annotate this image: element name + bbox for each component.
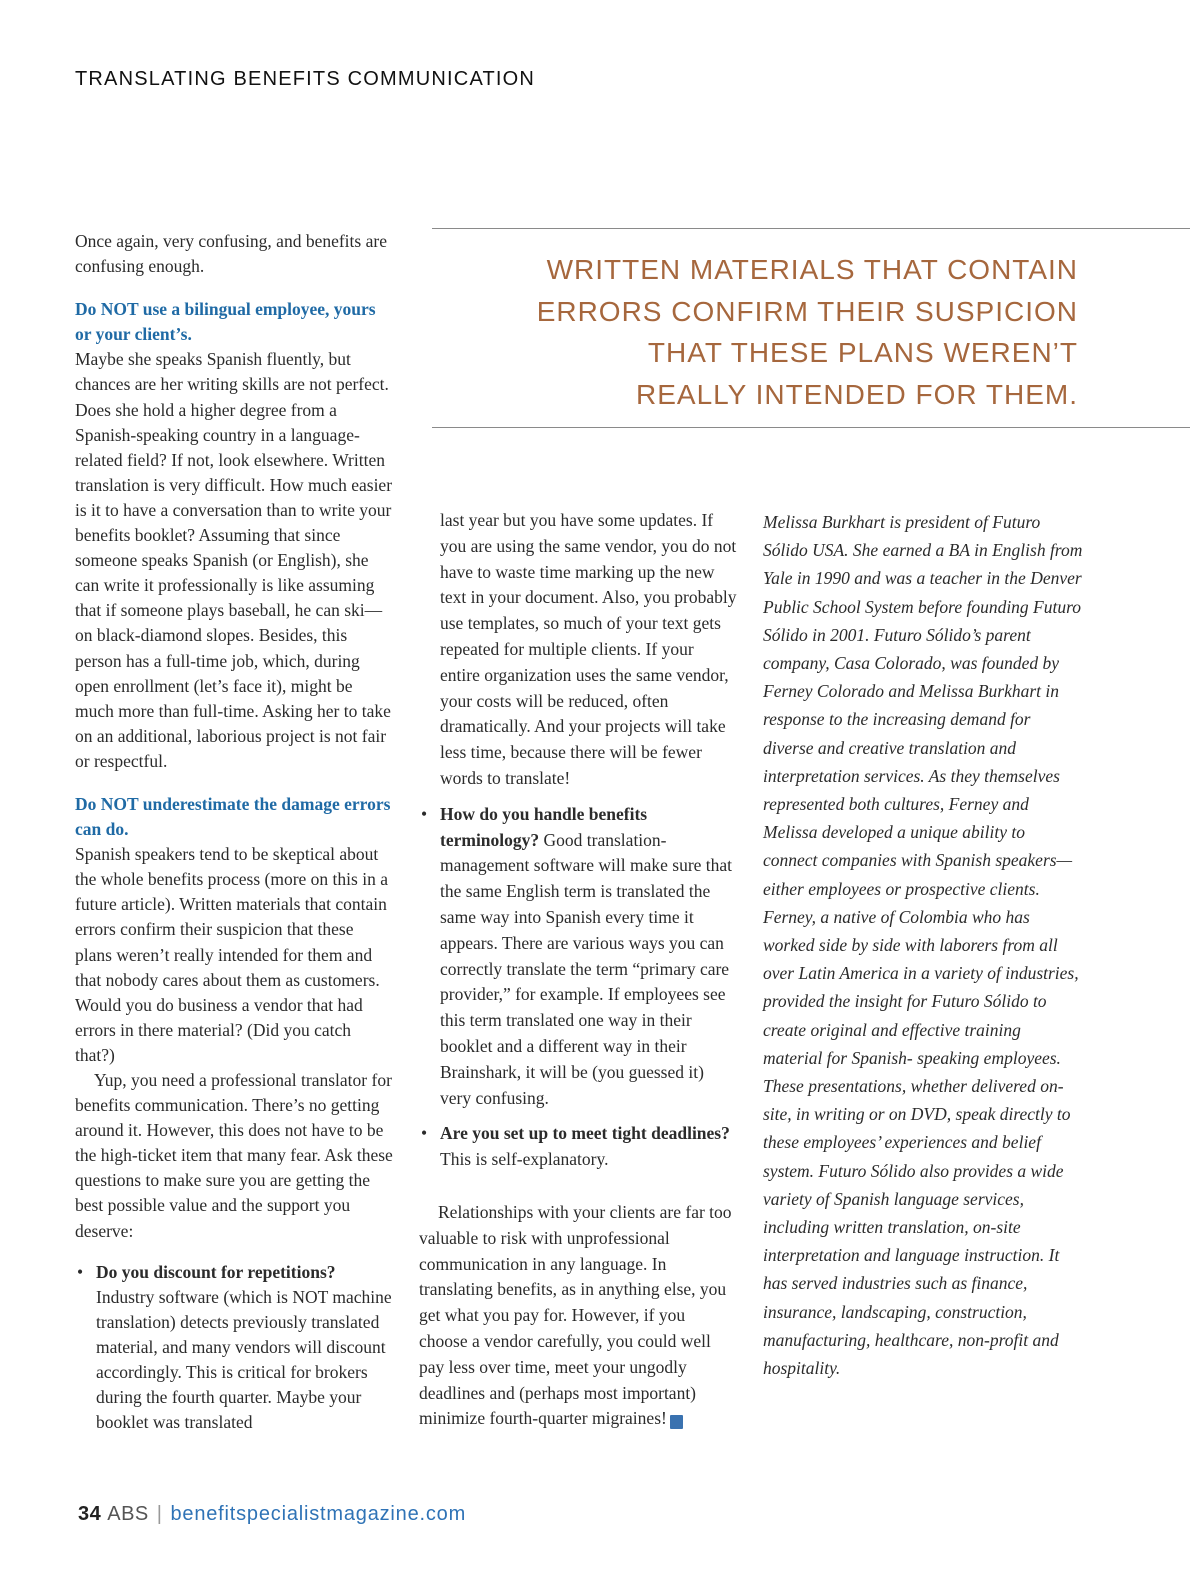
bio-text: Melissa Burkhart is president of Futuro Sólido USA. She earned a BA in English from Yale in 1990 and was a teacher in the Denver Public School System before founding Futuro Sólido in 2001. Futuro Sólido’s parent company, Casa Colorado, was founded by Ferney Colorado and Melissa Burkhart in response to the increasing demand for diverse and creative translation and interpretation services. As they themselves represented both cultures, Ferney and Melissa developed a unique ability to connect companies with Spanish speakers—either employees or prospective clients. Ferney, a native of Colombia who has worked side by side with laborers from all over Latin America in a variety of industries, provided the insight for Futuro Sólido to create original and effective training material for Spanish- speaking employees. These presentations, whether delivered on-site, in writing or on DVD, speak directly to these employees’ experiences and belief system. Futuro Sólido also provides a wide variety of Spanish language services, including written translation, on-site interpretation and language instruction. It has served industries such as finance, insurance, landscaping, construction, manufacturing, healthcare, non-profit and hospitality.	[763, 512, 1083, 1379]
subheading-bilingual-employee: Do NOT use a bilingual employee, yours or your client’s.	[75, 299, 376, 345]
pull-quote-line: ERRORS CONFIRM THEIR SUSPICION	[536, 295, 1078, 327]
page-footer	[78, 1503, 466, 1526]
intro-paragraph: Once again, very confusing, and benefits are confusing enough.	[75, 231, 387, 277]
footer-separator: |	[156, 1503, 163, 1525]
section-title: TRANSLATING BENEFITS COMMUNICATION	[75, 68, 536, 90]
abs-logo-icon: ABS	[670, 1415, 683, 1429]
list-item	[419, 1121, 737, 1173]
bullet-continuation: last year but you have some updates. If you are using the same vendor, you do not have to waste time marking up the new text in your document. Also, you probably use templates, so much of your text gets repeated for multiple clients. If your entire organization uses the same vendor, your costs will be reduced, often dramatically. And your projects will take less time, because there will be fewer words to translate!	[440, 510, 737, 788]
bullet-question: Do you discount for repetitions?	[96, 1261, 336, 1282]
bullet-answer: Industry software (which is NOT machine translation) detects previously translated material, and many vendors will discount accordingly. This is critical for brokers during the fourth quarter. Maybe your booklet was translated	[96, 1286, 392, 1433]
magazine-name: ABS	[107, 1503, 149, 1525]
author-bio	[763, 508, 1083, 1382]
column-left	[75, 229, 393, 1435]
body-paragraph: Spanish speakers tend to be skeptical about the whole benefits process (more on this in a future article). Written materials that contain errors confirm their suspicion that these plans weren’t really intended for them and that nobody cares about them as customers. Would you do business a vendor that had errors in there material? (Did you catch that?)	[75, 844, 388, 1065]
pull-quote-line: WRITTEN MATERIALS THAT CONTAIN	[546, 254, 1078, 285]
body-paragraph: Yup, you need a professional translator for benefits communication. There’s no getting around it. However, this does not have to be the high-ticket item that many fear. Ask these questions to make sure you are getting the best possible value and the support you deserve:	[75, 1070, 393, 1241]
bullet-answer: Good translation-management software will make sure that the same English term is translated the same way into Spanish every time it appears. There are various ways you can correctly translate the term “primary care provider,” for example. If employees see this term translated one way in their booklet and a different way in their Brainshark, it will be (you guessed it) very confusing.	[440, 829, 733, 1108]
closing-text: Relationships with your clients are far too valuable to risk with unprofessional communication in any language. In translating benefits, as in anything else, you get what you pay for. However, if you choose a vendor carefully, you could well pay less over time, meet your ungodly deadlines and (perhaps most important) minimize fourth-quarter migraines!	[419, 1201, 732, 1429]
question-list	[419, 802, 737, 1173]
column-middle	[419, 508, 737, 1432]
pull-quote-line: REALLY INTENDED FOR THEM.	[636, 378, 1078, 410]
page-number: 34	[78, 1503, 102, 1525]
closing-paragraph	[419, 1200, 737, 1432]
subheading-errors-damage: Do NOT underestimate the damage errors can do.	[75, 793, 391, 840]
pull-quote	[432, 228, 1190, 428]
body-paragraph: Maybe she speaks Spanish fluently, but chances are her writing skills are not perfect. Does she hold a higher degree from a Spanish-speaking country in a language-related field? If not, look elsewhere. Written translation is very difficult. How much easier is it to have a conversation than to write your benefits booklet? Assuming that since someone speaks Spanish (or English), she can write it professionally is like assuming that if someone plays baseball, he can ski—on black-diamond slopes. Besides, this person has a full-time job, which, during open enrollment (let’s face it), might be much more than full-time. Asking her to take on an additional, laborious project is not fair or respectful.	[75, 349, 393, 771]
website-link[interactable]: benefitspecialistmagazine.com	[170, 1503, 467, 1525]
question-list	[75, 1260, 393, 1436]
bullet-question: Are you set up to meet tight deadlines?	[440, 1123, 730, 1144]
bullet-answer: This is self-explanatory.	[440, 1149, 609, 1170]
pull-quote-text	[537, 249, 1078, 415]
list-item	[75, 1260, 393, 1436]
pull-quote-line: THAT THESE PLANS WEREN’T	[647, 337, 1078, 368]
list-item	[419, 802, 737, 1112]
bullet-question: How do you handle benefits terminology?	[440, 803, 648, 850]
